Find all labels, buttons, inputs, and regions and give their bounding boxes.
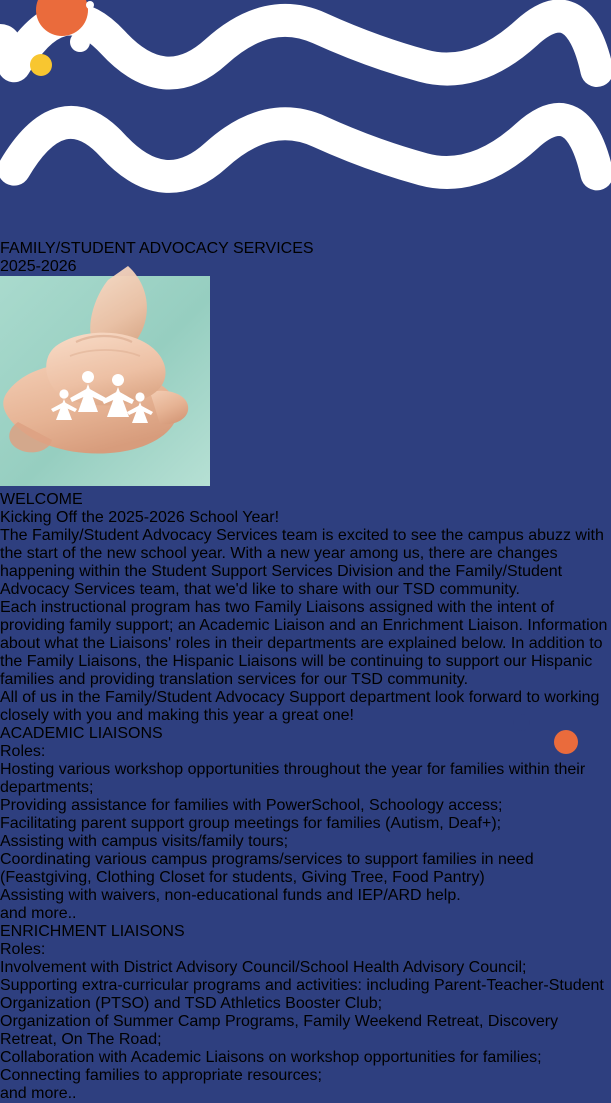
header: [0, 0, 611, 276]
page-title-eyebrow: FAMILY/STUDENT ADVOCACY SERVICES: [0, 240, 314, 257]
role-list-item: • Organization of Summer Camp Programs, Family Weekend Retreat, Discovery Retreat, On The Road;: [0, 1013, 611, 1049]
orange-ring-frame: [0, 276, 611, 491]
liaison-cards-row: [0, 725, 611, 1103]
role-list-item: • and more..: [0, 1085, 611, 1103]
role-list-item: • Supporting extra-curricular programs and activities: including Parent-Teacher-Student Organization (PTSO) and TSD Athletics Booster Club;: [0, 977, 611, 1013]
role-list-item: • Providing assistance for families with PowerSchool, Schoology access;: [0, 797, 611, 815]
enrichment-liaisons-title: ENRICHMENT LIAISONS: [0, 923, 185, 940]
welcome-paragraph-3: All of us in the Family/Student Advocacy Support department look forward to working closely with you and making this year a great one!: [0, 689, 600, 724]
academic-liaisons-card: [0, 725, 611, 923]
welcome-paragraph-2: Each instructional program has two Family Liaisons assigned with the intent of providing family support; an Academic Liaison and an Enrichment Liaison. Information about what the Liaisons' roles in their departments are explained below. In addition to the Family Liaisons, the Hispanic Liaisons will be continuing to support our Hispanic families and providing translation services for our TSD community.: [0, 599, 608, 688]
role-list-item: • Connecting families to appropriate resources;: [0, 1067, 611, 1085]
academic-roles-list: [0, 761, 611, 923]
family-hands-photo: [0, 276, 611, 491]
enrichment-roles-label: Roles:: [0, 941, 46, 958]
welcome-subtitle: Kicking Off the 2025-2026 School Year!: [0, 509, 280, 526]
academic-roles-label: Roles:: [0, 743, 46, 760]
role-list-item: • Coordinating various campus programs/services to support families in need (Feastgiving, Clothing Closet for students, Giving Tree, Food Pantry): [0, 851, 611, 887]
role-list-item: • Facilitating parent support group meetings for families (Autism, Deaf+);: [0, 815, 611, 833]
role-list-item: • Involvement with District Advisory Council/School Health Advisory Council;: [0, 959, 611, 977]
role-list-item: • Hosting various workshop opportunities throughout the year for families within their departments;: [0, 761, 611, 797]
role-list-item: • Assisting with waivers, non-educational funds and IEP/ARD help.: [0, 887, 611, 905]
welcome-title: WELCOME: [0, 491, 83, 508]
role-list-item: • Collaboration with Academic Liaisons on workshop opportunities for families;: [0, 1049, 611, 1067]
role-list-item: • Assisting with campus visits/family tours;: [0, 833, 611, 851]
page-title-year: 2025-2026: [0, 258, 77, 275]
welcome-paragraph-1: The Family/Student Advocacy Services team is excited to see the campus abuzz with the start of the new school year. With a new year among us, there are changes happening within the Student Support Services Division and the Family/Student Advocacy Services team, that we'd like to share with our TSD community.: [0, 527, 604, 598]
wave-squiggle-icon: [0, 0, 611, 235]
welcome-card: [0, 491, 611, 725]
academic-liaisons-title: ACADEMIC LIAISONS: [0, 725, 163, 742]
enrichment-roles-list: [0, 959, 611, 1103]
role-list-item: • and more..: [0, 905, 611, 923]
enrichment-liaisons-card: [0, 923, 611, 1103]
photo-medallion: [0, 276, 611, 491]
